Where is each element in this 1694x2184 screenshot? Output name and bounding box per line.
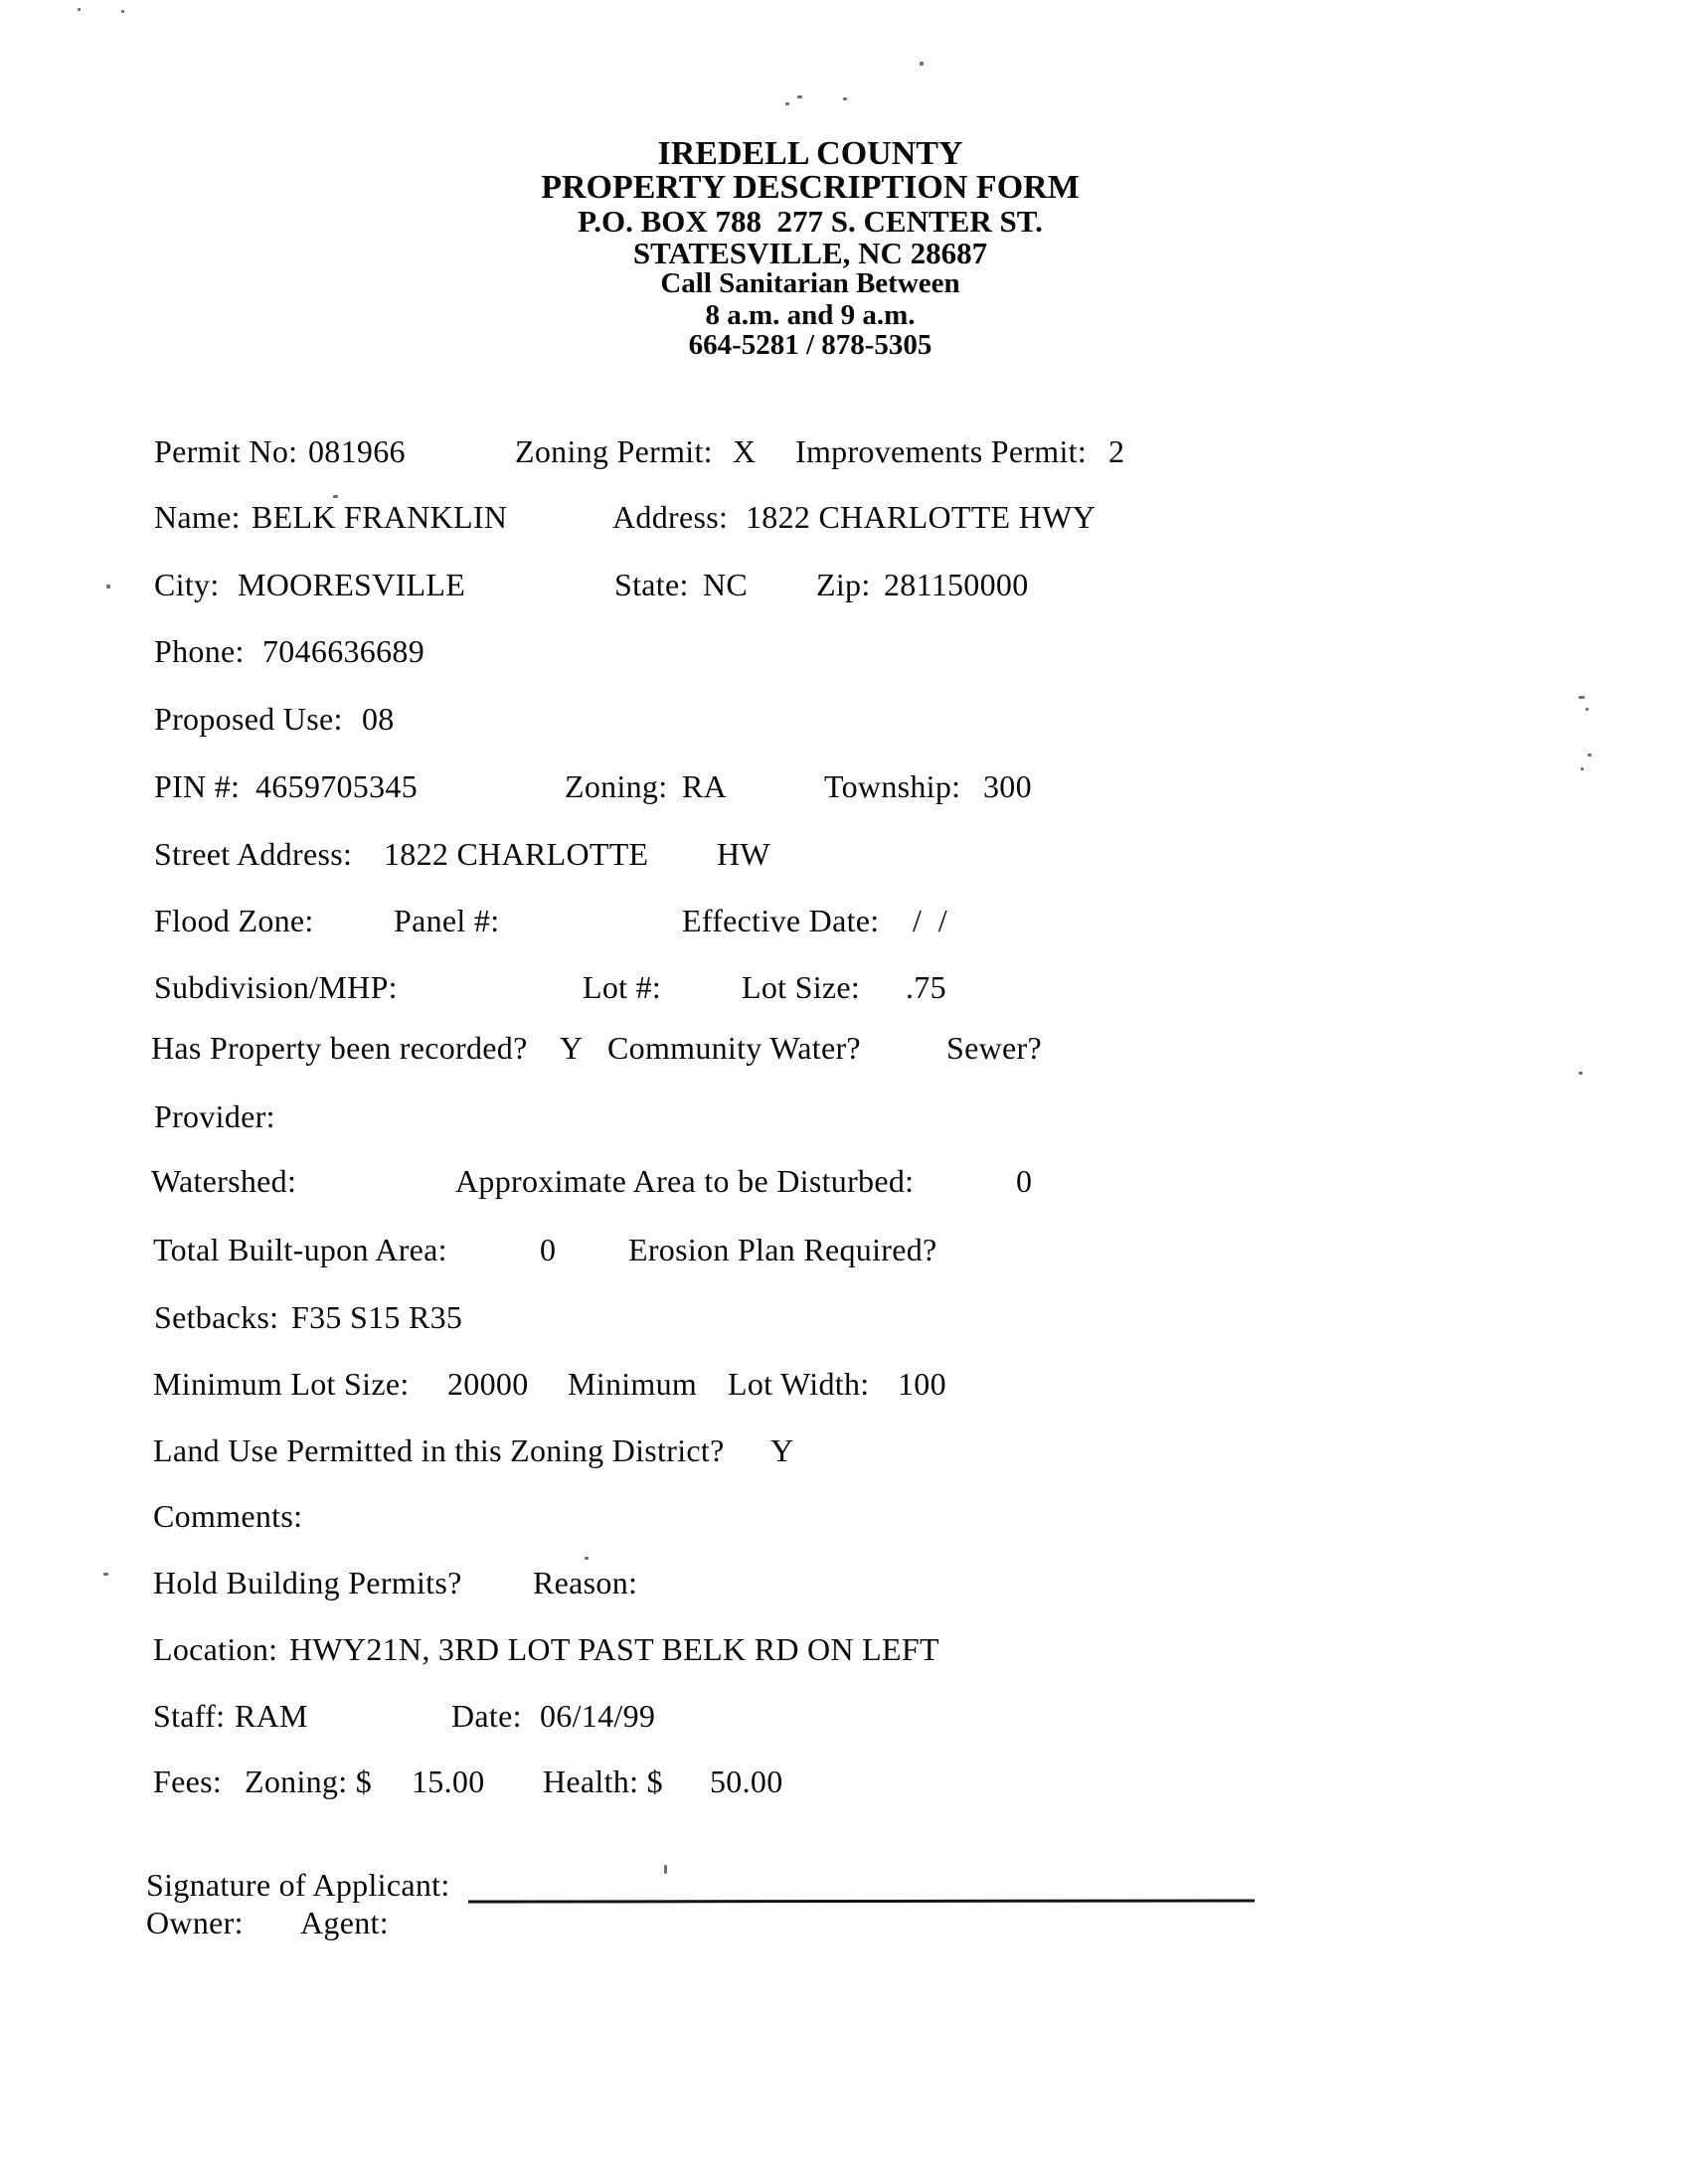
field-phone-label: Phone: (154, 633, 245, 669)
field-community-water-label: Community Water? (607, 1030, 861, 1066)
scan-artifact (1586, 708, 1589, 711)
field-street-address-label: Street Address: (154, 836, 353, 872)
field-panel-label: Panel #: (394, 903, 500, 938)
field-min-lot-width-label2: Lot Width: (728, 1366, 870, 1402)
scan-artifact (1588, 754, 1592, 756)
field-min-lot-width-label: Minimum (568, 1366, 698, 1402)
field-phone-value: 7046636689 (262, 633, 424, 669)
field-staff-label: Staff: (153, 1698, 226, 1734)
field-built-upon-label: Total Built-upon Area: (153, 1232, 447, 1267)
field-permit-no-label: Permit No: (154, 433, 298, 469)
field-street-address-value: 1822 CHARLOTTE (384, 836, 649, 872)
field-hold-permits-label: Hold Building Permits? (153, 1565, 462, 1600)
field-min-lot-width-value: 100 (898, 1366, 946, 1402)
field-zoning-fee-label: Zoning: $ (245, 1764, 373, 1799)
signature-line (468, 1899, 1255, 1903)
field-provider-label: Provider: (154, 1098, 275, 1134)
field-min-lot-size-value: 20000 (447, 1366, 529, 1402)
field-area-disturbed-label: Approximate Area to be Disturbed: (455, 1163, 915, 1199)
field-flood-zone-label: Flood Zone: (154, 903, 314, 938)
scan-artifact (106, 585, 110, 588)
field-improvements-permit-label: Improvements Permit: (795, 433, 1088, 469)
field-reason-label: Reason: (533, 1565, 638, 1600)
field-recorded-label: Has Property been recorded? (151, 1030, 528, 1066)
field-location-label: Location: (153, 1631, 278, 1667)
field-name-value: BELK FRANKLIN (252, 499, 508, 535)
field-health-fee-value: 50.00 (710, 1764, 783, 1799)
field-subdivision-label: Subdivision/MHP: (154, 969, 398, 1005)
scan-artifact (121, 10, 124, 13)
field-owner-label: Owner: (146, 1905, 244, 1940)
field-recorded-value: Y (560, 1030, 584, 1066)
field-min-lot-size-label: Minimum Lot Size: (153, 1366, 410, 1402)
field-staff-value: RAM (235, 1698, 308, 1734)
header-note-line2: 8 a.m. and 9 a.m. (705, 299, 916, 331)
field-setbacks-label: Setbacks: (154, 1299, 279, 1335)
field-built-upon-value: 0 (540, 1232, 557, 1267)
field-zoning-label: Zoning: (565, 768, 668, 804)
field-zoning-fee-value: 15.00 (412, 1764, 485, 1799)
field-address-value: 1822 CHARLOTTE HWY (746, 499, 1097, 535)
field-address-label: Address: (612, 499, 729, 535)
field-zoning-permit-value: X (733, 433, 757, 469)
field-erosion-plan-label: Erosion Plan Required? (628, 1232, 937, 1267)
header-phones: 664-5281 / 878-5305 (688, 329, 932, 361)
scan-artifact (797, 95, 802, 98)
header-city-state: STATESVILLE, NC 28687 (632, 236, 988, 270)
field-pin-label: PIN #: (154, 768, 241, 804)
field-state-value: NC (703, 567, 749, 602)
field-location-value: HWY21N, 3RD LOT PAST BELK RD ON LEFT (289, 1631, 939, 1667)
field-health-fee-label: Health: $ (543, 1764, 663, 1799)
field-township-label: Township: (824, 768, 961, 804)
scan-artifact (785, 102, 789, 105)
field-zip-value: 281150000 (884, 567, 1029, 602)
scan-artifact (843, 97, 847, 100)
scan-artifact (1579, 1072, 1583, 1075)
header-note-line1: Call Sanitarian Between (660, 267, 960, 299)
field-comments-label: Comments: (153, 1498, 303, 1534)
scan-artifact (1579, 696, 1585, 699)
field-state-label: State: (614, 567, 689, 602)
field-zoning-permit-label: Zoning Permit: (515, 433, 713, 469)
field-permit-no-value: 081966 (308, 433, 406, 469)
field-street-address-value2: HW (717, 836, 770, 872)
field-zoning-value: RA (682, 768, 728, 804)
header-form-title: PROPERTY DESCRIPTION FORM (541, 169, 1080, 206)
scan-artifact (920, 62, 924, 66)
field-signature-label: Signature of Applicant: (146, 1867, 450, 1903)
field-improvements-permit-value: 2 (1108, 433, 1125, 469)
field-watershed-label: Watershed: (151, 1163, 297, 1199)
scan-artifact (333, 495, 338, 498)
field-agent-label: Agent: (300, 1905, 389, 1940)
field-name-label: Name: (154, 499, 241, 535)
field-township-value: 300 (983, 768, 1032, 804)
field-land-use-label: Land Use Permitted in this Zoning District? (153, 1432, 725, 1468)
field-effective-date-value: / / (913, 903, 947, 938)
field-pin-value: 4659705345 (255, 768, 418, 804)
scan-artifact (664, 1865, 667, 1874)
field-city-label: City: (154, 567, 220, 602)
field-proposed-use-label: Proposed Use: (154, 701, 343, 737)
field-proposed-use-value: 08 (362, 701, 395, 737)
field-land-use-value: Y (770, 1432, 794, 1468)
field-date-label: Date: (451, 1698, 522, 1734)
field-lot-size-label: Lot Size: (742, 969, 861, 1005)
field-area-disturbed-value: 0 (1016, 1163, 1033, 1199)
header-org: IREDELL COUNTY (657, 135, 963, 172)
field-date-value: 06/14/99 (540, 1698, 656, 1734)
field-city-value: MOORESVILLE (238, 567, 466, 602)
field-lot-size-value: .75 (906, 969, 946, 1005)
field-lot-no-label: Lot #: (583, 969, 662, 1005)
field-effective-date-label: Effective Date: (682, 903, 880, 938)
header-po-address: P.O. BOX 788 277 S. CENTER ST. (578, 204, 1043, 239)
field-setbacks-value: F35 S15 R35 (291, 1299, 463, 1335)
scan-artifact (103, 1573, 108, 1576)
scan-artifact (78, 8, 81, 11)
scan-artifact (1581, 767, 1584, 770)
field-fees-label: Fees: (153, 1764, 223, 1799)
scan-artifact (585, 1557, 589, 1560)
field-sewer-label: Sewer? (946, 1030, 1042, 1066)
field-zip-label: Zip: (816, 567, 871, 602)
